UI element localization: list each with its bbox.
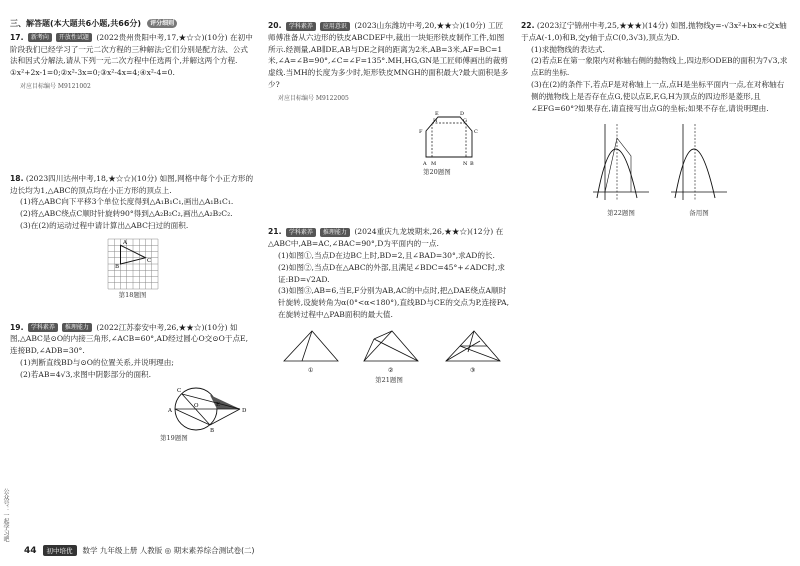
page-footer [24,545,254,556]
figure-caption: 第21题图 [375,375,403,384]
label-e: E [216,401,221,408]
tag-badge: 学科素养 [286,22,316,31]
part-2: (2)如图②,当点D在△ABC的外部,且满足∠BDC=45°+∠ADC时,求证:BD=√2AD. [278,262,506,284]
question-text: 如图,网格中每个小正方形的边长均为1,△ABC的顶点均在小正方形的顶点上. [10,173,254,195]
question-22 [521,20,789,220]
question-text: 在初中阶段我们已经学习了一元二次方程的三种解法;它们分别是配方法、公式法和因式分解法,请从下列一元二次方程中任选两个,并解这两个方程. [10,32,253,66]
label-a: A [168,407,172,414]
figure-caption: 第20题图 [423,167,451,176]
column-right [521,18,789,220]
question-number: 21. [268,227,282,237]
grid-figure [107,238,159,290]
label-h: H [433,117,438,124]
part-2: (2)若AB=4√3,求图中阴影部分的面积. [20,369,152,379]
label-d: D [460,110,465,117]
label-a: A [423,160,427,167]
figure-caption: 第18题图 [118,290,147,299]
question-text: 在△ABC中,AB=AC,∠BAC=90°,D为平面内的一点. [268,227,504,249]
label-c: C [177,387,182,394]
section-header [10,18,255,30]
label-o: O [194,402,199,409]
parabola-figures [591,120,789,220]
fig-label-1: ① [308,366,314,374]
label-g: G [463,117,467,124]
question-18 [10,173,255,302]
question-20 [268,20,510,178]
label-f: F [419,128,423,135]
side-cut-text: 公众号：一起学习吧 [2,488,9,542]
label-c: C [474,128,478,135]
question-text: 如图,抛物线y=-√3x²+bx+c交x轴于点A(-1,0)和B,交y轴于点C(0,3√3),顶点为D. [521,21,787,42]
label-b: B [114,263,119,270]
question-number: 19. [10,322,24,332]
parabola-figure-spare [669,120,729,220]
hexagon-figure [418,109,488,167]
part-3: (3)在(2)的运动过程中请计算出△ABC扫过的面积. [20,220,189,230]
question-number: 18. [10,173,24,183]
figure-caption: 备用图 [689,209,709,218]
question-number: 17. [10,32,24,42]
tag-badge: 新考向 [28,33,52,42]
equation-list: ①x²+2x-1=0;②x²-3x=0;③x²-4x=4;④x²-4=0. [10,68,175,78]
target-code: 对应目标编号 M9121002 [20,82,91,90]
label-m: M [431,160,437,167]
question-source: (2024重庆九龙坡期末,26,★★☆)(12分) [354,227,494,237]
fig-label-3: ③ [470,366,476,374]
label-d: D [242,407,247,414]
scoring-badge[interactable]: 评分细则 [147,19,177,28]
part-1: (1)如图①,当点D在边BC上时,BD=2,且∠BAD=30°,求AD的长. [278,250,495,260]
figure-caption: 第22题图 [607,209,635,218]
target-code: 对应目标编号 M9122005 [278,94,349,102]
page-number: 44 [24,545,37,556]
label-b: B [210,427,215,433]
part-1: (1)将△ABC向下平移3个单位长度得到△A₁B₁C₁,画出△A₁B₁C₁. [20,197,234,207]
question-text: 如图,△ABC是⊙O的内接三角形,∠ACB=60°,AD经过圆心O交⊙O于点E,连接BD,∠ADB=30°. [10,322,248,356]
tag-badge-2: 开放性试题 [56,33,92,42]
brand-logo: 初中培优 [43,545,77,556]
part-2: (2)将△ABC绕点C顺时针旋转90°得到△A₂B₂C₂,画出△A₂B₂C₂. [20,209,233,219]
tag-badge: 学科素养 [28,323,58,332]
question-source: (2022贵州贵阳中考,17,★☆☆)(10分) [96,32,228,42]
fig-label-2: ② [388,366,394,374]
column-middle [268,18,510,387]
tag-badge-2: 推理能力 [62,323,92,332]
question-source: (2023四川达州中考,18,★☆☆)(10分) [25,173,158,183]
label-c: C [146,257,151,264]
section-title: 三、解答题(本大题共6小题,共66分) [10,19,142,28]
part-3: (3)如图③,AB=6,当E,F分别为AB,AC的中点时,把△DAE绕点A顺时针旋转,设旋转角为α(0°<α<180°),直线BD与CE的交点为P,连接PA,在旋转过程中△PAB面积的最大值. [278,286,510,319]
label-b: B [470,160,474,167]
part-2: (2)若点E在第一象限内对称轴右侧的抛物线上,四边形ODEB的面积为7√3,求点E的坐标. [531,56,788,78]
question-source: (2022江苏泰安中考,26,★★☆)(10分) [96,322,228,332]
parabola-plot-spare [669,120,729,204]
label-e: E [435,110,439,117]
footer-info: 数学 九年级上册 人教版 ◎ 期末素养综合测试卷(二) [82,546,255,555]
question-number: 22. [521,21,535,30]
part-1: (1)判断直线BD与⊙O的位置关系,并说明理由; [20,357,174,367]
label-a: A [122,239,127,246]
part-1: (1)求抛物线的表达式. [531,44,605,54]
question-17 [10,32,255,93]
column-left [10,18,255,444]
question-text: 工匠师傅准备从六边形的铁皮ABCDEF中,裁出一块矩形铁皮制作工件,如图所示.经测量,AB∥DE,AB与DE之间的距离为2米,AB=3米,AF=BC=1米,∠A=∠B=90°,∠C=∠F=135°.MH,HG,GN是工匠师傅画出的裁剪虚线.当MH的长度为多少时,矩形铁皮MNGH的面积最大?最大面积是多少? [268,21,509,89]
triangle-figures [274,327,504,375]
tag-badge-2: 推理能力 [320,228,350,237]
parabola-figure-main [591,120,651,220]
figure-caption: 第19题图 [160,433,188,442]
part-3: (3)在(2)的条件下,若点F是对称轴上一点,点H是坐标平面内一点,在对称轴右侧的抛物线上是否存在点G,使以点E,F,G,H为顶点的四边形是菱形,且∠EFG=60°?如果存在,请直接写出点G的坐标;如果不存在,请说明理由. [531,79,785,113]
tag-badge: 学科素养 [286,228,316,237]
circle-figure [160,385,250,433]
question-19 [10,322,255,445]
question-source: (2023辽宁锦州中考,25,★★★)(14分) [536,21,669,30]
question-number: 20. [268,21,282,30]
tag-badge-2: 应用意识 [320,22,350,31]
parabola-plot [591,120,651,204]
question-source: (2023山东潍坊中考,20,★★☆)(10分) [354,21,486,30]
question-21 [268,226,510,386]
label-n: N [463,160,468,167]
